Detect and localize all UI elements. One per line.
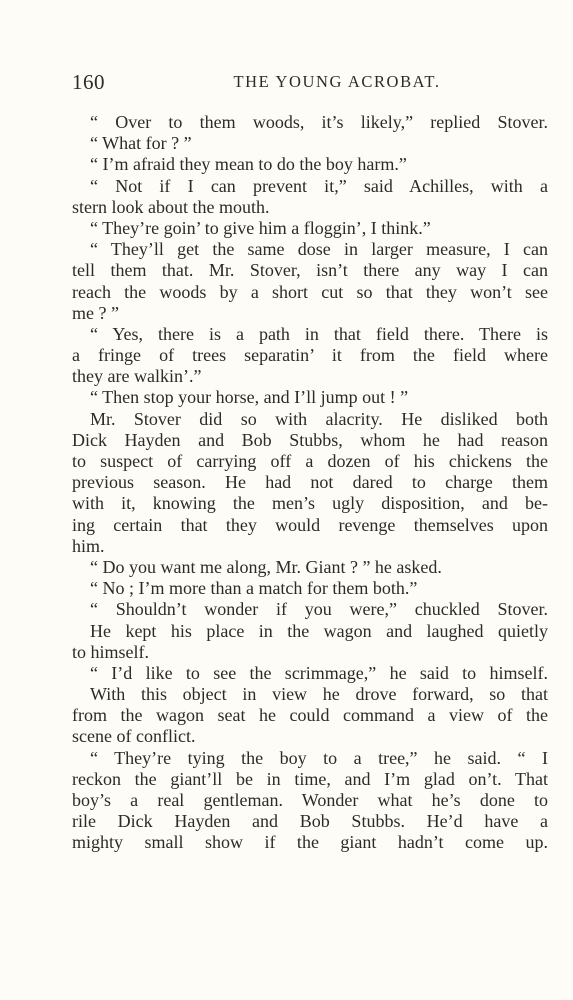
- text-line: “ They’ll get the same dose in larger measure, I can: [90, 239, 548, 260]
- text-line: Dick Hayden and Bob Stubbs, whom he had reason: [72, 429, 548, 450]
- text-line: “ What for ? ”: [90, 133, 192, 154]
- text-line: from the wagon seat he could command a view of the: [72, 705, 548, 726]
- text-line: me ? ”: [72, 302, 119, 323]
- text-line: to himself.: [72, 641, 149, 662]
- running-head: [72, 70, 548, 96]
- text-line: to suspect of carrying off a dozen of his chickens the: [72, 451, 548, 471]
- text-line: “ No ; I’m more than a match for them both.”: [90, 578, 418, 599]
- text-line: “ Over to them woods, it’s likely,” replied Stover.: [90, 112, 548, 132]
- text-line: “ They’re tying the boy to a tree,” he said. “ I: [90, 747, 548, 768]
- text-line: tell them that. Mr. Stover, isn’t there any way I can: [72, 260, 548, 281]
- text-line: reckon the giant’ll be in time, and I’m glad on’t. That: [72, 768, 548, 789]
- text-line: previous season. He had not dared to charge them: [72, 472, 548, 493]
- text-line: “ They’re goin’ to give him a floggin’, I think.”: [90, 217, 431, 238]
- text-line: “ Yes, there is a path in that field there. There is: [90, 323, 548, 344]
- text-line: with it, knowing the men’s ugly disposition, and be-: [72, 493, 548, 514]
- text-line: “ Then stop your horse, and I’ll jump out ! ”: [90, 387, 409, 408]
- text-line: they are walkin’.”: [72, 366, 202, 387]
- text-line: ing certain that they would revenge themselves upon: [72, 514, 548, 535]
- text-line: mighty small show if the giant hadn’t come up.: [72, 832, 548, 853]
- text-line: “ I’m afraid they mean to do the boy harm.”: [90, 154, 407, 175]
- text-line: him.: [72, 535, 105, 556]
- body-text: [72, 112, 548, 854]
- text-line: reach the woods by a short cut so that they won’t see: [72, 281, 548, 302]
- text-line: “ Do you want me along, Mr. Giant ? ” he asked.: [90, 556, 442, 577]
- text-line: stern look about the mouth.: [72, 196, 270, 217]
- text-line: Mr. Stover did so with alacrity. He disliked both: [90, 408, 548, 429]
- text-line: “ Shouldn’t wonder if you were,” chuckled Stover.: [90, 599, 548, 620]
- text-line: With this object in view he drove forward, so that: [90, 684, 548, 705]
- text-line: boy’s a real gentleman. Wonder what he’s done to: [72, 790, 548, 810]
- text-line: scene of conflict.: [72, 726, 196, 747]
- text-line: “ I’d like to see the scrimmage,” he said to himself.: [90, 662, 548, 683]
- text-line: He kept his place in the wagon and laughed quietly: [90, 620, 548, 641]
- page-number: 160: [72, 70, 105, 94]
- text-line: “ Not if I can prevent it,” said Achilles, with a: [90, 175, 548, 196]
- text-line: rile Dick Hayden and Bob Stubbs. He’d have a: [72, 811, 548, 832]
- running-title: THE YOUNG ACROBAT.: [233, 72, 441, 91]
- text-line: a fringe of trees separatin’ it from the field where: [72, 345, 548, 366]
